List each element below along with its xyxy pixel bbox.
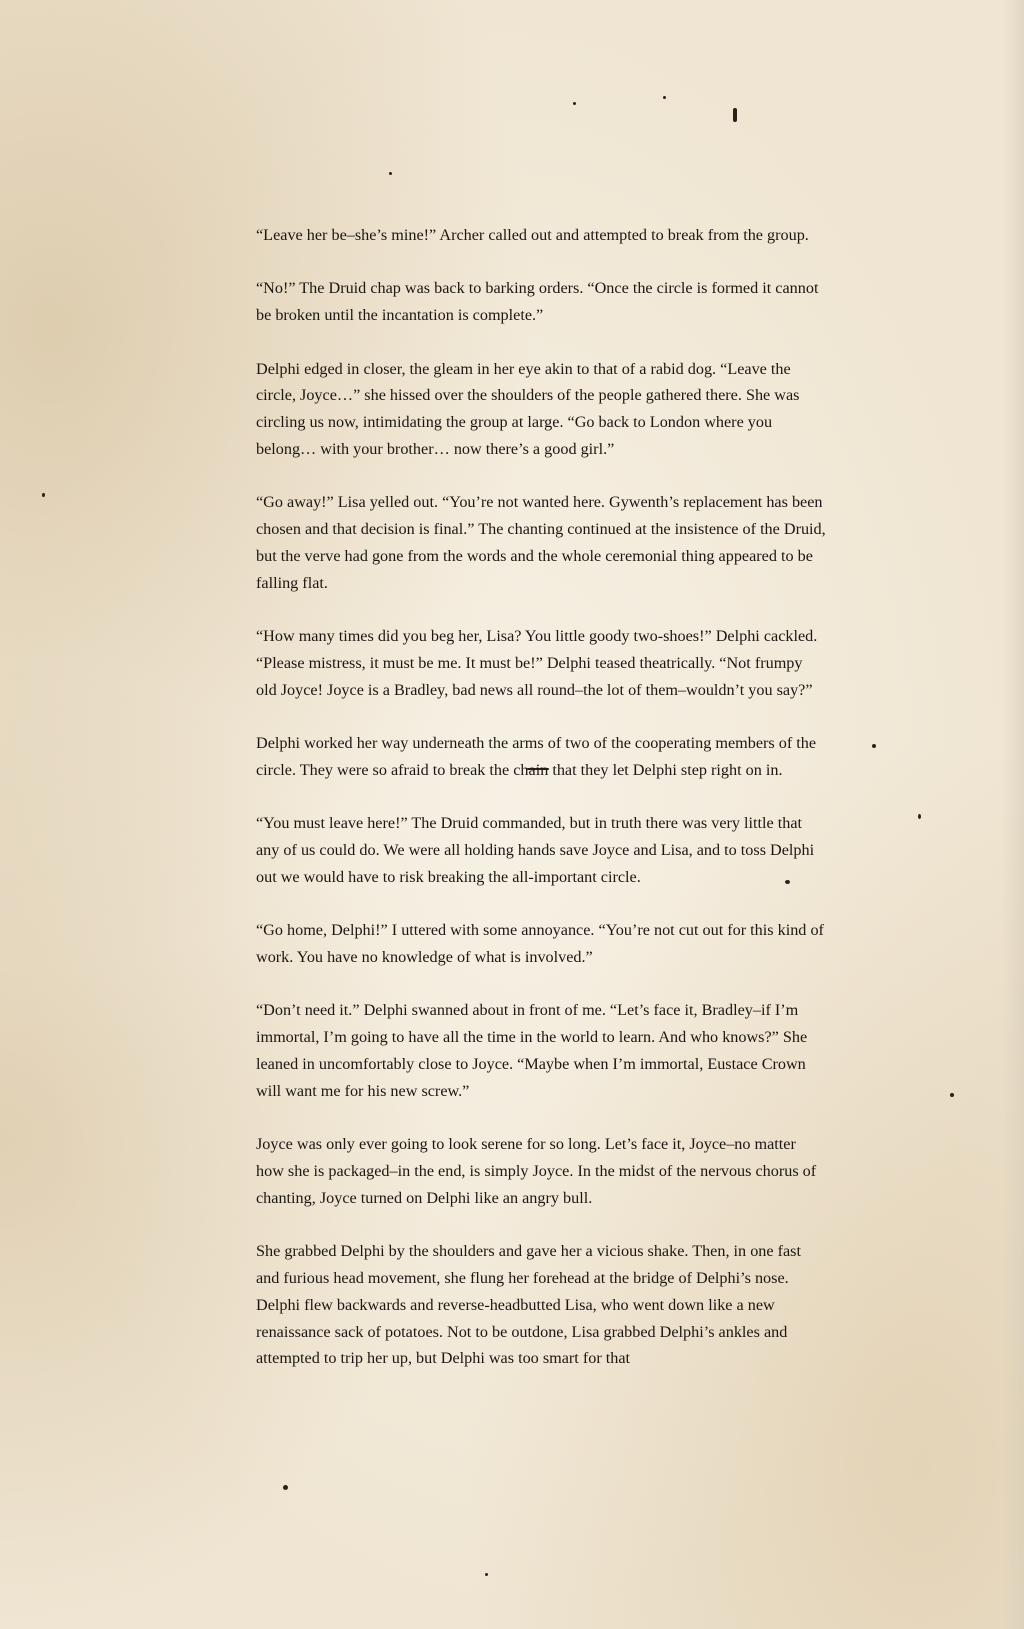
paragraph: Delphi edged in closer, the gleam in her eye akin to that of a rabid dog. “Leave the circle, Joyce…” she hissed over the shoulders of the people gathered there. She was circling us now, intimidating the group at large. “Go back to London where you belong… with your brother… now there’s a good girl.” bbox=[256, 359, 800, 458]
page-spine-shadow bbox=[1002, 0, 1024, 1629]
ink-speck bbox=[389, 172, 392, 175]
paragraph: Joyce was only ever going to look serene for so long. Let’s face it, Joyce–no matter how she is packaged–in the end, is simply Joyce. In the midst of the nervous chorus of chanting, Joyce turned on Delphi like an angry bull. bbox=[256, 1135, 817, 1207]
ink-speck bbox=[42, 493, 45, 497]
paragraph: “Go away!” Lisa yelled out. “You’re not wanted here. Gywenth’s replacement has been chosen and that decision is final.” The chanting continued at the insistence of the Druid, but the verve had gone from the words and the whole ceremonial thing appeared to be falling flat. bbox=[256, 493, 826, 592]
ink-speck bbox=[950, 1093, 954, 1097]
paragraph: She grabbed Delphi by the shoulders and gave her a vicious shake. Then, in one fast and furious head movement, she flung her forehead at the bridge of Delphi’s nose. Delphi flew backwards and reverse-headbutted Lisa, who went down like a new renaissance sack of potatoes. Not to be outdone, Lisa grabbed Delphi’s ankles and attempted to trip her up, but Delphi was too smart for that bbox=[256, 1242, 801, 1368]
paragraph: “Go home, Delphi!” I uttered with some annoyance. “You’re not cut out for this kind of work. You have no knowledge of what is involved.” bbox=[256, 921, 824, 967]
ink-speck bbox=[918, 814, 921, 819]
paragraph: “Leave her be–she’s mine!” Archer called out and attempted to break from the group. bbox=[256, 226, 809, 244]
body-text bbox=[256, 222, 826, 1399]
ink-speck bbox=[663, 96, 666, 99]
ink-speck bbox=[283, 1485, 288, 1490]
ink-speck bbox=[485, 1573, 488, 1576]
ink-speck bbox=[872, 744, 876, 748]
paragraph: “How many times did you beg her, Lisa? You little goody two-shoes!” Delphi cackled. “Please mistress, it must be me. It must be!” Delphi teased theatrically. “Not frumpy old Joyce! Joyce is a Bradley, bad news all round–the lot of them–wouldn’t you say?” bbox=[256, 627, 818, 699]
paragraph: “No!” The Druid chap was back to barking orders. “Once the circle is formed it cannot be broken until the incantation is complete.” bbox=[256, 279, 819, 325]
paragraph: “You must leave here!” The Druid commanded, but in truth there was very little that any of us could do. We were all holding hands save Joyce and Lisa, and to toss Delphi out we would have to risk breaking the all-important circle. bbox=[256, 814, 815, 886]
ink-speck bbox=[573, 102, 576, 105]
paragraph: Delphi worked her way underneath the arms of two of the cooperating members of the circle. They were so afraid to break the chain that they let Delphi step right on in. bbox=[256, 734, 817, 779]
ink-speck bbox=[733, 108, 737, 122]
paragraph: “Don’t need it.” Delphi swanned about in front of me. “Let’s face it, Bradley–if I’m immortal, I’m going to have all the time in the world to learn. And who knows?” She leaned in uncomfortably close to Joyce. “Maybe when I’m immortal, Eustace Crown will want me for his new screw.” bbox=[256, 1001, 808, 1100]
